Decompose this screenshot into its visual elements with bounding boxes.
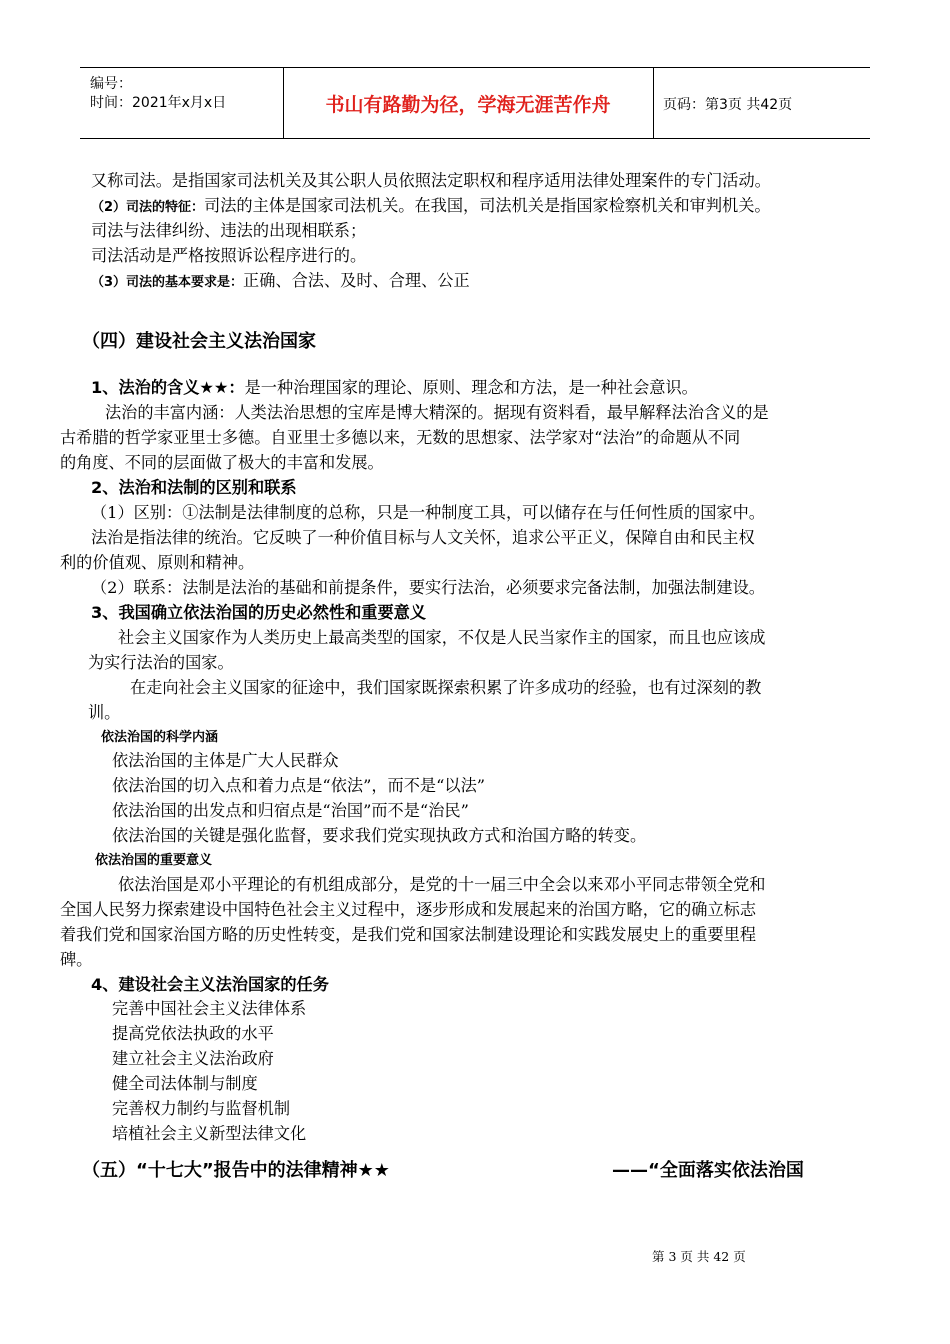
document-number-label: 编号： bbox=[90, 76, 132, 92]
text: 是一种治理国家的理论、原则、理念和方法，是一种社会意识。 bbox=[244, 378, 698, 397]
paragraph-line: （1）区别：①法制是法律制度的总称，只是一种制度工具，可以储存在与任何性质的国家中。 bbox=[91, 503, 765, 522]
paragraph-line bbox=[91, 195, 771, 219]
list-item: 提高党依法执政的水平 bbox=[112, 1024, 274, 1043]
header-table bbox=[80, 67, 870, 139]
paragraph-line bbox=[91, 270, 470, 294]
paragraph-line: （2）联系：法制是法治的基础和前提条件，要实行法治，必须要求完备法制，加强法制建设。 bbox=[91, 578, 765, 597]
paragraph-line: 的角度、不同的层面做了极大的丰富和发展。 bbox=[60, 453, 384, 472]
header-center-cell bbox=[283, 68, 654, 138]
paragraph-line bbox=[91, 377, 698, 399]
paragraph-line: 为实行法治的国家。 bbox=[88, 653, 234, 672]
header-left-cell bbox=[80, 68, 284, 138]
paragraph-line: 在走向社会主义国家的征途中，我们国家既探索积累了许多成功的经验，也有过深刻的教 bbox=[130, 678, 762, 697]
subheading: 2、法治和法制的区别和联系 bbox=[91, 478, 297, 497]
section-heading: （四）建设社会主义法治国家 bbox=[82, 331, 316, 352]
subheading: 3、我国确立依法治国的历史必然性和重要意义 bbox=[91, 603, 427, 622]
list-item: 培植社会主义新型法律文化 bbox=[112, 1124, 307, 1143]
date-label: 时间：2021年x月x日 bbox=[90, 95, 227, 111]
paragraph-line: 法治的丰富内涵：人类法治思想的宝库是博大精深的。据现有资料看，最早解释法治含义的是 bbox=[105, 403, 769, 422]
subheading: 4、建设社会主义法治国家的任务 bbox=[91, 975, 329, 994]
paragraph-line: 司法活动是严格按照诉讼程序进行的。 bbox=[91, 246, 367, 265]
paragraph-line: 着我们党和国家治国方略的历史性转变，是我们党和国家法制建设理论和实践发展史上的重要里程 bbox=[60, 925, 757, 944]
page-footer: 第 3 页 共 42 页 bbox=[652, 1249, 746, 1264]
subheading: 依法治国的重要意义 bbox=[95, 853, 213, 868]
paragraph-line: 训。 bbox=[88, 703, 121, 722]
list-item: 建立社会主义法治政府 bbox=[112, 1049, 274, 1068]
paragraph-line: 社会主义国家作为人类历史上最高类型的国家，不仅是人民当家作主的国家，而且也应该成 bbox=[118, 628, 766, 647]
list-item: 依法治国的切入点和着力点是“依法”，而不是“以法” bbox=[112, 776, 486, 795]
list-item: 健全司法体制与制度 bbox=[112, 1074, 258, 1093]
list-item: 完善中国社会主义法律体系 bbox=[112, 999, 307, 1018]
page-indicator: 页码：第3页 共42页 bbox=[663, 97, 793, 113]
motto: 书山有路勤为径，学海无涯苦作舟 bbox=[325, 94, 611, 116]
paragraph-line: 法治是指法律的统治。它反映了一种价值目标与人文关怀，追求公平正义，保障自由和民主权 bbox=[91, 528, 755, 547]
list-item: 依法治国的主体是广大人民群众 bbox=[112, 751, 339, 770]
list-item: 依法治国的出发点和归宿点是“治国”而不是“治民” bbox=[112, 801, 469, 820]
text: 司法的主体是国家司法机关。在我国，司法机关是指国家检察机关和审判机关。 bbox=[204, 196, 771, 215]
paragraph-line: 利的价值观、原则和精神。 bbox=[60, 553, 255, 572]
list-item: 依法治国的关键是强化监督，要求我们党实现执政方式和治国方略的转变。 bbox=[112, 826, 647, 845]
subheading: 依法治国的科学内涵 bbox=[101, 730, 219, 745]
text: 正确、合法、及时、合理、公正 bbox=[243, 271, 470, 290]
paragraph-line: 古希腊的哲学家亚里士多德。自亚里士多德以来，无数的思想家、法学家对“法治”的命题从不同 bbox=[60, 428, 741, 447]
list-item: 完善权力制约与监督机制 bbox=[112, 1099, 291, 1118]
section-heading: （五）“十七大”报告中的法律精神★★ bbox=[82, 1160, 390, 1181]
paragraph-line: 又称司法。是指国家司法机关及其公职人员依照法定职权和程序适用法律处理案件的专门活动。 bbox=[91, 171, 771, 190]
label: （2）司法的特征： bbox=[91, 200, 205, 215]
paragraph-line: 司法与法律纠纷、违法的出现相联系； bbox=[91, 221, 367, 240]
paragraph-line: 依法治国是邓小平理论的有机组成部分，是党的十一届三中全会以来邓小平同志带领全党和 bbox=[118, 875, 766, 894]
label: 1、法治的含义★★： bbox=[91, 378, 245, 397]
paragraph-line: 全国人民努力探索建设中国特色社会主义过程中，逐步形成和发展起来的治国方略，它的确立标志 bbox=[60, 900, 757, 919]
paragraph-line: 碑。 bbox=[60, 950, 93, 969]
header-right-cell bbox=[653, 68, 870, 138]
section-heading-continuation: ——“全面落实依法治国 bbox=[612, 1160, 804, 1181]
label: （3）司法的基本要求是： bbox=[91, 275, 244, 290]
